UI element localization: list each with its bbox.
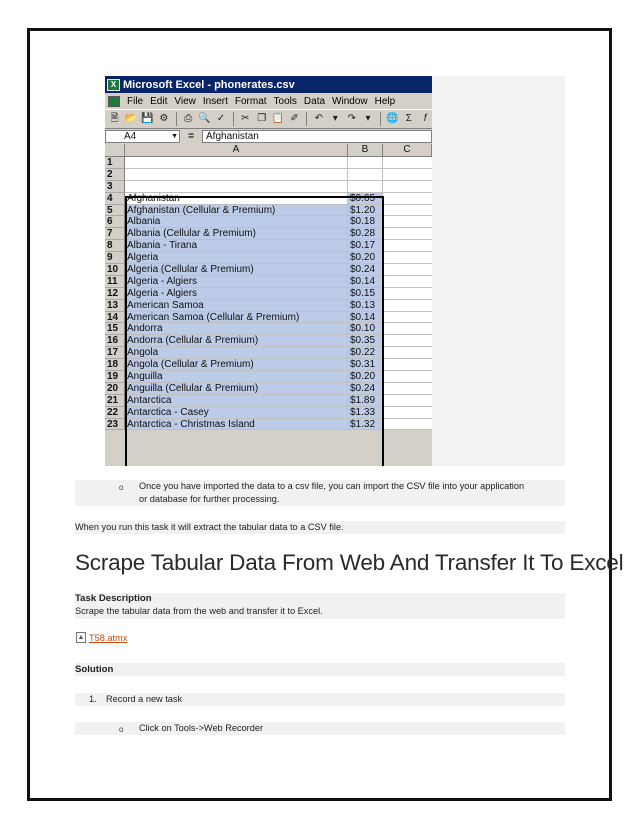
table-row (105, 169, 432, 181)
menu-edit[interactable]: Edit (150, 95, 168, 107)
cell-country[interactable]: Algeria - Algiers (125, 288, 348, 300)
excel-toolbar (105, 109, 432, 129)
table-row (105, 157, 432, 169)
row-header[interactable]: 15 (105, 323, 125, 335)
cell-empty[interactable] (383, 216, 432, 228)
paste-icon[interactable]: 📋 (271, 113, 285, 124)
cell-rate[interactable]: $0.22 (348, 347, 383, 359)
table-row (105, 383, 432, 395)
attachment-link[interactable]: T58.atmx (89, 633, 128, 643)
formula-input[interactable]: Afghanistan (202, 130, 432, 143)
cell-empty[interactable] (383, 288, 432, 300)
cell-empty[interactable] (383, 359, 432, 371)
cell-empty[interactable] (383, 407, 432, 419)
step-number: 1. (89, 694, 97, 704)
cell-rate[interactable]: $0.24 (348, 264, 383, 276)
column-header-b[interactable]: B (348, 144, 383, 156)
table-row (105, 181, 432, 193)
format-painter-icon[interactable]: ✐ (290, 113, 299, 124)
autosum-icon[interactable]: Σ (405, 113, 412, 124)
menu-tools[interactable]: Tools (273, 95, 297, 107)
table-row (105, 419, 432, 431)
toolbar-separator (233, 112, 234, 126)
redo-dropdown-icon[interactable]: ▾ (365, 113, 371, 124)
cell-rate[interactable]: $0.24 (348, 383, 383, 395)
spreadsheet-grid (105, 144, 432, 430)
chevron-down-icon[interactable]: ▼ (171, 133, 178, 140)
table-row (105, 335, 432, 347)
screenshot-margin (432, 76, 565, 466)
menu-insert[interactable]: Insert (202, 95, 228, 107)
table-row (105, 240, 432, 252)
cell-country[interactable]: Algeria (Cellular & Premium) (125, 264, 348, 276)
bullet-marker: o (119, 483, 124, 492)
cell-empty[interactable] (383, 335, 432, 347)
open-icon[interactable]: 📂 (124, 113, 138, 124)
section-heading: Scrape Tabular Data From Web And Transfer It To Excel (75, 550, 624, 575)
cell-rate[interactable]: $0.20 (348, 252, 383, 264)
cell-country[interactable]: Antarctica (125, 395, 348, 407)
table-row (105, 312, 432, 324)
cell-rate[interactable]: $0.10 (348, 323, 383, 335)
equals-icon: = (188, 131, 194, 142)
paragraph-run-task: When you run this task it will extract the tabular data to a CSV file. (75, 522, 344, 532)
cell-country[interactable]: Afghanistan (125, 193, 348, 205)
print-icon[interactable]: ⎙ (184, 113, 193, 124)
cell-country[interactable]: Antarctica - Christmas Island (125, 419, 348, 431)
row-header[interactable]: 10 (105, 264, 125, 276)
cell-rate[interactable] (348, 181, 383, 193)
row-header[interactable]: 17 (105, 347, 125, 359)
step-text: Record a new task (106, 694, 183, 704)
cell-country[interactable]: Albania - Tirana (125, 240, 348, 252)
table-row (105, 288, 432, 300)
cell-country[interactable]: Algeria - Algiers (125, 276, 348, 288)
text-band (75, 663, 565, 676)
menu-window[interactable]: Window (332, 95, 368, 107)
cell-empty[interactable] (383, 264, 432, 276)
cell-rate[interactable]: $0.35 (348, 335, 383, 347)
cell-country[interactable]: Antarctica - Casey (125, 407, 348, 419)
row-header[interactable]: 5 (105, 205, 125, 217)
row-header[interactable]: 13 (105, 300, 125, 312)
function-icon[interactable]: f (423, 113, 427, 124)
cell-empty[interactable] (383, 252, 432, 264)
bullet-text-continued: or database for further processing. (139, 494, 280, 504)
cell-rate[interactable]: $0.20 (348, 371, 383, 383)
menu-file[interactable]: File (127, 95, 144, 107)
cell-country[interactable]: Angola (Cellular & Premium) (125, 359, 348, 371)
cell-country[interactable]: American Samoa (125, 300, 348, 312)
cell-empty[interactable] (383, 395, 432, 407)
cell-rate[interactable]: $0.18 (348, 216, 383, 228)
cell-rate[interactable]: $1.89 (348, 395, 383, 407)
table-row (105, 216, 432, 228)
new-icon[interactable]: 🗎 (110, 113, 119, 124)
cell-empty[interactable] (383, 371, 432, 383)
row-header[interactable]: 21 (105, 395, 125, 407)
row-header[interactable]: 18 (105, 359, 125, 371)
cell-rate[interactable]: $0.14 (348, 276, 383, 288)
column-header-a[interactable]: A (125, 144, 348, 156)
grid-rows (105, 157, 432, 430)
cell-rate[interactable]: $0.65 (348, 193, 383, 205)
cell-country[interactable]: Andorra (125, 323, 348, 335)
cell-rate[interactable]: $0.13 (348, 300, 383, 312)
table-row (105, 371, 432, 383)
table-row (105, 359, 432, 371)
cell-empty[interactable] (383, 205, 432, 217)
select-all-corner[interactable] (105, 144, 125, 156)
cell-country[interactable]: Angola (125, 347, 348, 359)
cell-rate[interactable]: $0.28 (348, 228, 383, 240)
cell-rate[interactable] (348, 157, 383, 169)
cell-rate[interactable]: $1.20 (348, 205, 383, 217)
table-row (105, 264, 432, 276)
cell-country[interactable]: Andorra (Cellular & Premium) (125, 335, 348, 347)
cell-country[interactable]: Afghanistan (Cellular & Premium) (125, 205, 348, 217)
bullet-text: Once you have imported the data to a csv file, you can import the CSV file into your application (139, 481, 525, 491)
cell-empty[interactable] (383, 169, 432, 181)
cell-empty[interactable] (383, 157, 432, 169)
cell-country[interactable]: Algeria (125, 252, 348, 264)
row-header[interactable]: 12 (105, 288, 125, 300)
excel-app-icon: X (107, 79, 120, 91)
table-row (105, 193, 432, 205)
spelling-icon[interactable]: ✓ (216, 113, 226, 124)
task-description-label: Task Description (75, 593, 152, 604)
menu-data[interactable]: Data (303, 95, 326, 107)
solution-label: Solution (75, 664, 114, 675)
cut-icon[interactable]: ✂ (241, 113, 250, 124)
copy-icon[interactable]: ❐ (257, 113, 267, 124)
cell-rate[interactable]: $0.31 (348, 359, 383, 371)
row-header[interactable]: 1 (105, 157, 125, 169)
table-row (105, 407, 432, 419)
cell-country[interactable]: American Samoa (Cellular & Premium) (125, 312, 348, 324)
row-header[interactable]: 14 (105, 312, 125, 324)
workbook-icon[interactable] (108, 96, 120, 107)
row-header[interactable]: 6 (105, 216, 125, 228)
permission-icon[interactable]: ⚙ (159, 113, 169, 124)
toolbar-separator (306, 112, 307, 126)
table-row (105, 276, 432, 288)
cell-rate[interactable] (348, 169, 383, 181)
cell-empty[interactable] (383, 228, 432, 240)
hyperlink-icon[interactable]: 🌐 (386, 113, 399, 124)
table-row (105, 323, 432, 335)
menu-format[interactable]: Format (234, 95, 267, 107)
cell-empty[interactable] (383, 181, 432, 193)
menu-view[interactable]: View (174, 95, 196, 107)
cell-country[interactable] (125, 181, 348, 193)
row-header[interactable]: 16 (105, 335, 125, 347)
cell-country[interactable] (125, 169, 348, 181)
table-row (105, 347, 432, 359)
toolbar-separator (176, 112, 177, 126)
row-header[interactable]: 20 (105, 383, 125, 395)
cell-empty[interactable] (383, 347, 432, 359)
column-headers (105, 144, 432, 157)
cell-country[interactable]: Anguilla (Cellular & Premium) (125, 383, 348, 395)
attachment-icon: ▲ (77, 634, 85, 641)
menu-help[interactable]: Help (374, 95, 396, 107)
excel-menubar (105, 93, 432, 109)
task-description-text: Scrape the tabular data from the web and transfer it to Excel. (75, 606, 323, 616)
row-header[interactable]: 19 (105, 371, 125, 383)
excel-screenshot (105, 76, 432, 466)
undo-dropdown-icon[interactable]: ▾ (332, 113, 338, 124)
formula-bar (105, 129, 432, 144)
cell-rate[interactable]: $0.17 (348, 240, 383, 252)
cell-empty[interactable] (383, 323, 432, 335)
cell-empty[interactable] (383, 300, 432, 312)
cell-country[interactable]: Albania (Cellular & Premium) (125, 228, 348, 240)
redo-icon[interactable]: ↷ (347, 113, 356, 124)
cell-empty[interactable] (383, 419, 432, 431)
table-row (105, 205, 432, 217)
cell-rate[interactable]: $1.33 (348, 407, 383, 419)
cell-empty[interactable] (383, 312, 432, 324)
cell-country[interactable]: Anguilla (125, 371, 348, 383)
name-box-value: A4 (124, 131, 137, 142)
excel-title: Microsoft Excel - phonerates.csv (123, 78, 295, 91)
undo-icon[interactable]: ↶ (314, 113, 324, 124)
table-row (105, 252, 432, 264)
column-header-c[interactable]: C (383, 144, 432, 156)
row-header[interactable]: 9 (105, 252, 125, 264)
cell-empty[interactable] (383, 276, 432, 288)
row-header[interactable]: 23 (105, 419, 125, 431)
cell-empty[interactable] (383, 193, 432, 205)
bullet-marker: o (119, 725, 124, 734)
cell-rate[interactable]: $0.14 (348, 312, 383, 324)
row-header[interactable]: 8 (105, 240, 125, 252)
row-header[interactable]: 4 (105, 193, 125, 205)
table-row (105, 300, 432, 312)
excel-titlebar (105, 76, 432, 93)
row-header[interactable]: 7 (105, 228, 125, 240)
row-header[interactable]: 2 (105, 169, 125, 181)
cell-empty[interactable] (383, 383, 432, 395)
row-header[interactable]: 11 (105, 276, 125, 288)
toolbar-separator (380, 112, 381, 126)
cell-empty[interactable] (383, 240, 432, 252)
print-preview-icon[interactable]: 🔍 (198, 113, 211, 124)
substep-text: Click on Tools->Web Recorder (139, 723, 263, 733)
table-row (105, 228, 432, 240)
cell-rate[interactable]: $0.15 (348, 288, 383, 300)
cell-country[interactable]: Albania (125, 216, 348, 228)
cell-country[interactable] (125, 157, 348, 169)
row-header[interactable]: 22 (105, 407, 125, 419)
cell-rate[interactable]: $1.32 (348, 419, 383, 431)
row-header[interactable]: 3 (105, 181, 125, 193)
save-icon[interactable]: 💾 (141, 113, 154, 124)
table-row (105, 395, 432, 407)
name-box[interactable] (105, 130, 180, 143)
